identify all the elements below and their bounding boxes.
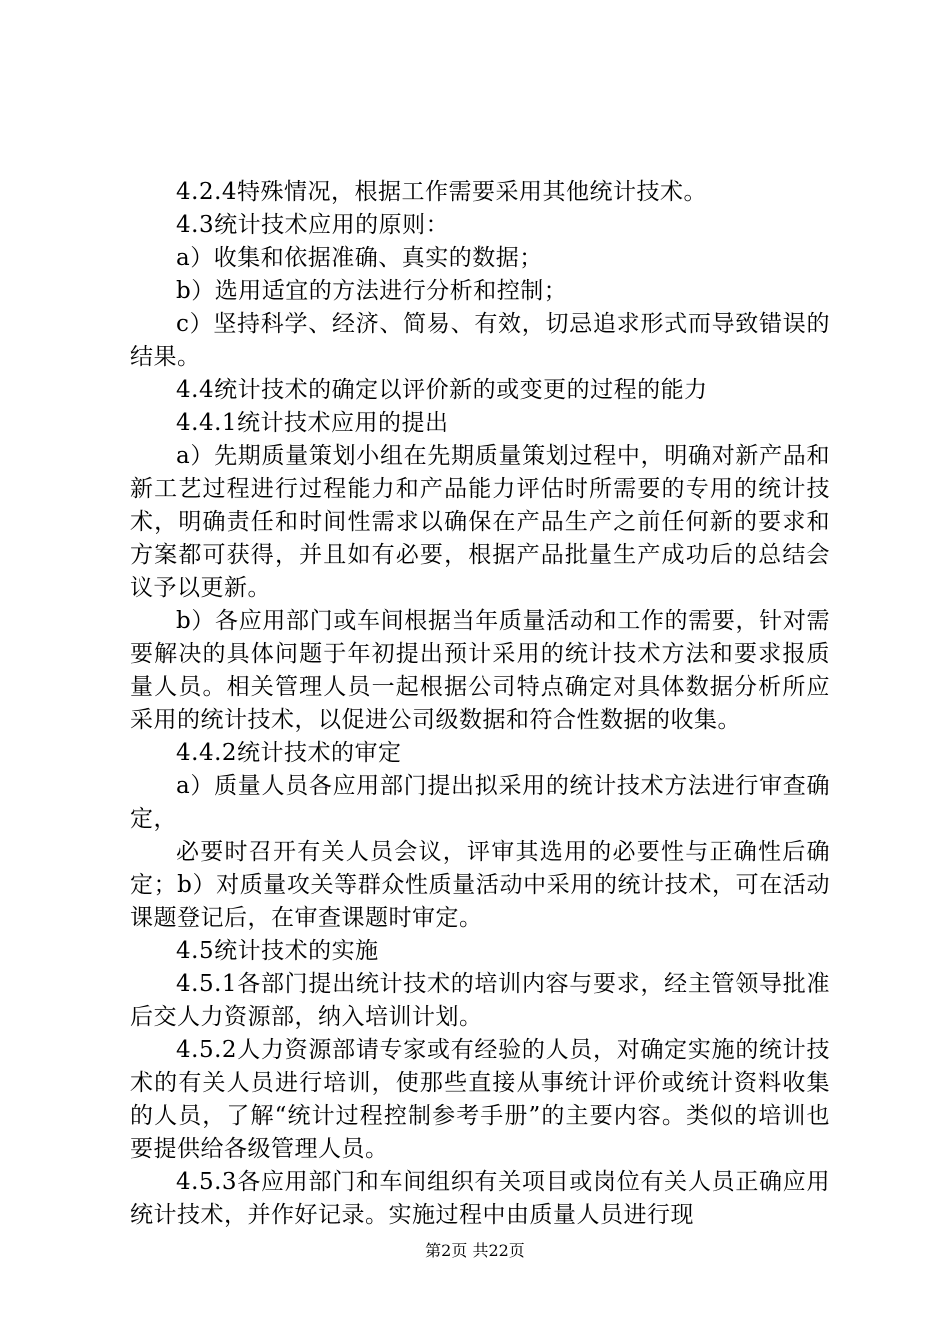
paragraph: a）质量人员各应用部门提出拟采用的统计技术方法进行审查确定， (130, 773, 830, 832)
paragraph: 4.4.1统计技术应用的提出 (176, 410, 449, 436)
paragraph: 4.3统计技术应用的原则： (176, 212, 450, 238)
paragraph: a）收集和依据准确、真实的数据； (176, 245, 543, 271)
paragraph: b）选用适宜的方法进行分析和控制； (176, 278, 568, 304)
paragraph: a）先期质量策划小组在先期质量策划过程中，明确对新产品和新工艺过程进行过程能力和产品能力评估时所需要的专用的统计技术，明确责任和时间性需求以确保在产品生产之前任何新的要求和方案都可获得，并且如有必要，根据产品批量生产成功后的总结会议予以更新。 (130, 443, 830, 601)
paragraph: 4.5统计技术的实施 (176, 938, 379, 964)
paragraph: b）各应用部门或车间根据当年质量活动和工作的需要，针对需要解决的具体问题于年初提出预计采用的统计技术方法和要求报质量人员。相关管理人员一起根据公司特点确定对具体数据分析所应采用的统计技术，以促进公司级数据和符合性数据的收集。 (130, 608, 830, 733)
paragraph: 4.5.3各应用部门和车间组织有关项目或岗位有关人员正确应用统计技术，并作好记录。实施过程中由质量人员进行现 (130, 1169, 830, 1228)
document-body (130, 176, 830, 1232)
paragraph: 4.5.2人力资源部请专家或有经验的人员，对确定实施的统计技术的有关人员进行培训，使那些直接从事统计评价或统计资料收集的人员，了解“统计过程控制参考手册”的主要内容。类似的培训也要提供给各级管理人员。 (130, 1037, 830, 1162)
paragraph: 必要时召开有关人员会议，评审其选用的必要性与正确性后确定；b）对质量攻关等群众性质量活动中采用的统计技术，可在活动课题登记后，在审查课题时审定。 (130, 839, 830, 931)
paragraph: 4.5.1各部门提出统计技术的培训内容与要求，经主管领导批准后交人力资源部，纳入培训计划。 (130, 971, 830, 1030)
paragraph: 4.4.2统计技术的审定 (176, 740, 402, 766)
paragraph: c）坚持科学、经济、简易、有效，切忌追求形式而导致错误的结果。 (130, 311, 830, 370)
page-footer: 第2页 共22页 (425, 1241, 525, 1260)
paragraph: 4.4统计技术的确定以评价新的或变更的过程的能力 (176, 377, 708, 403)
paragraph: 4.2.4特殊情况，根据工作需要采用其他统计技术。 (176, 179, 708, 205)
